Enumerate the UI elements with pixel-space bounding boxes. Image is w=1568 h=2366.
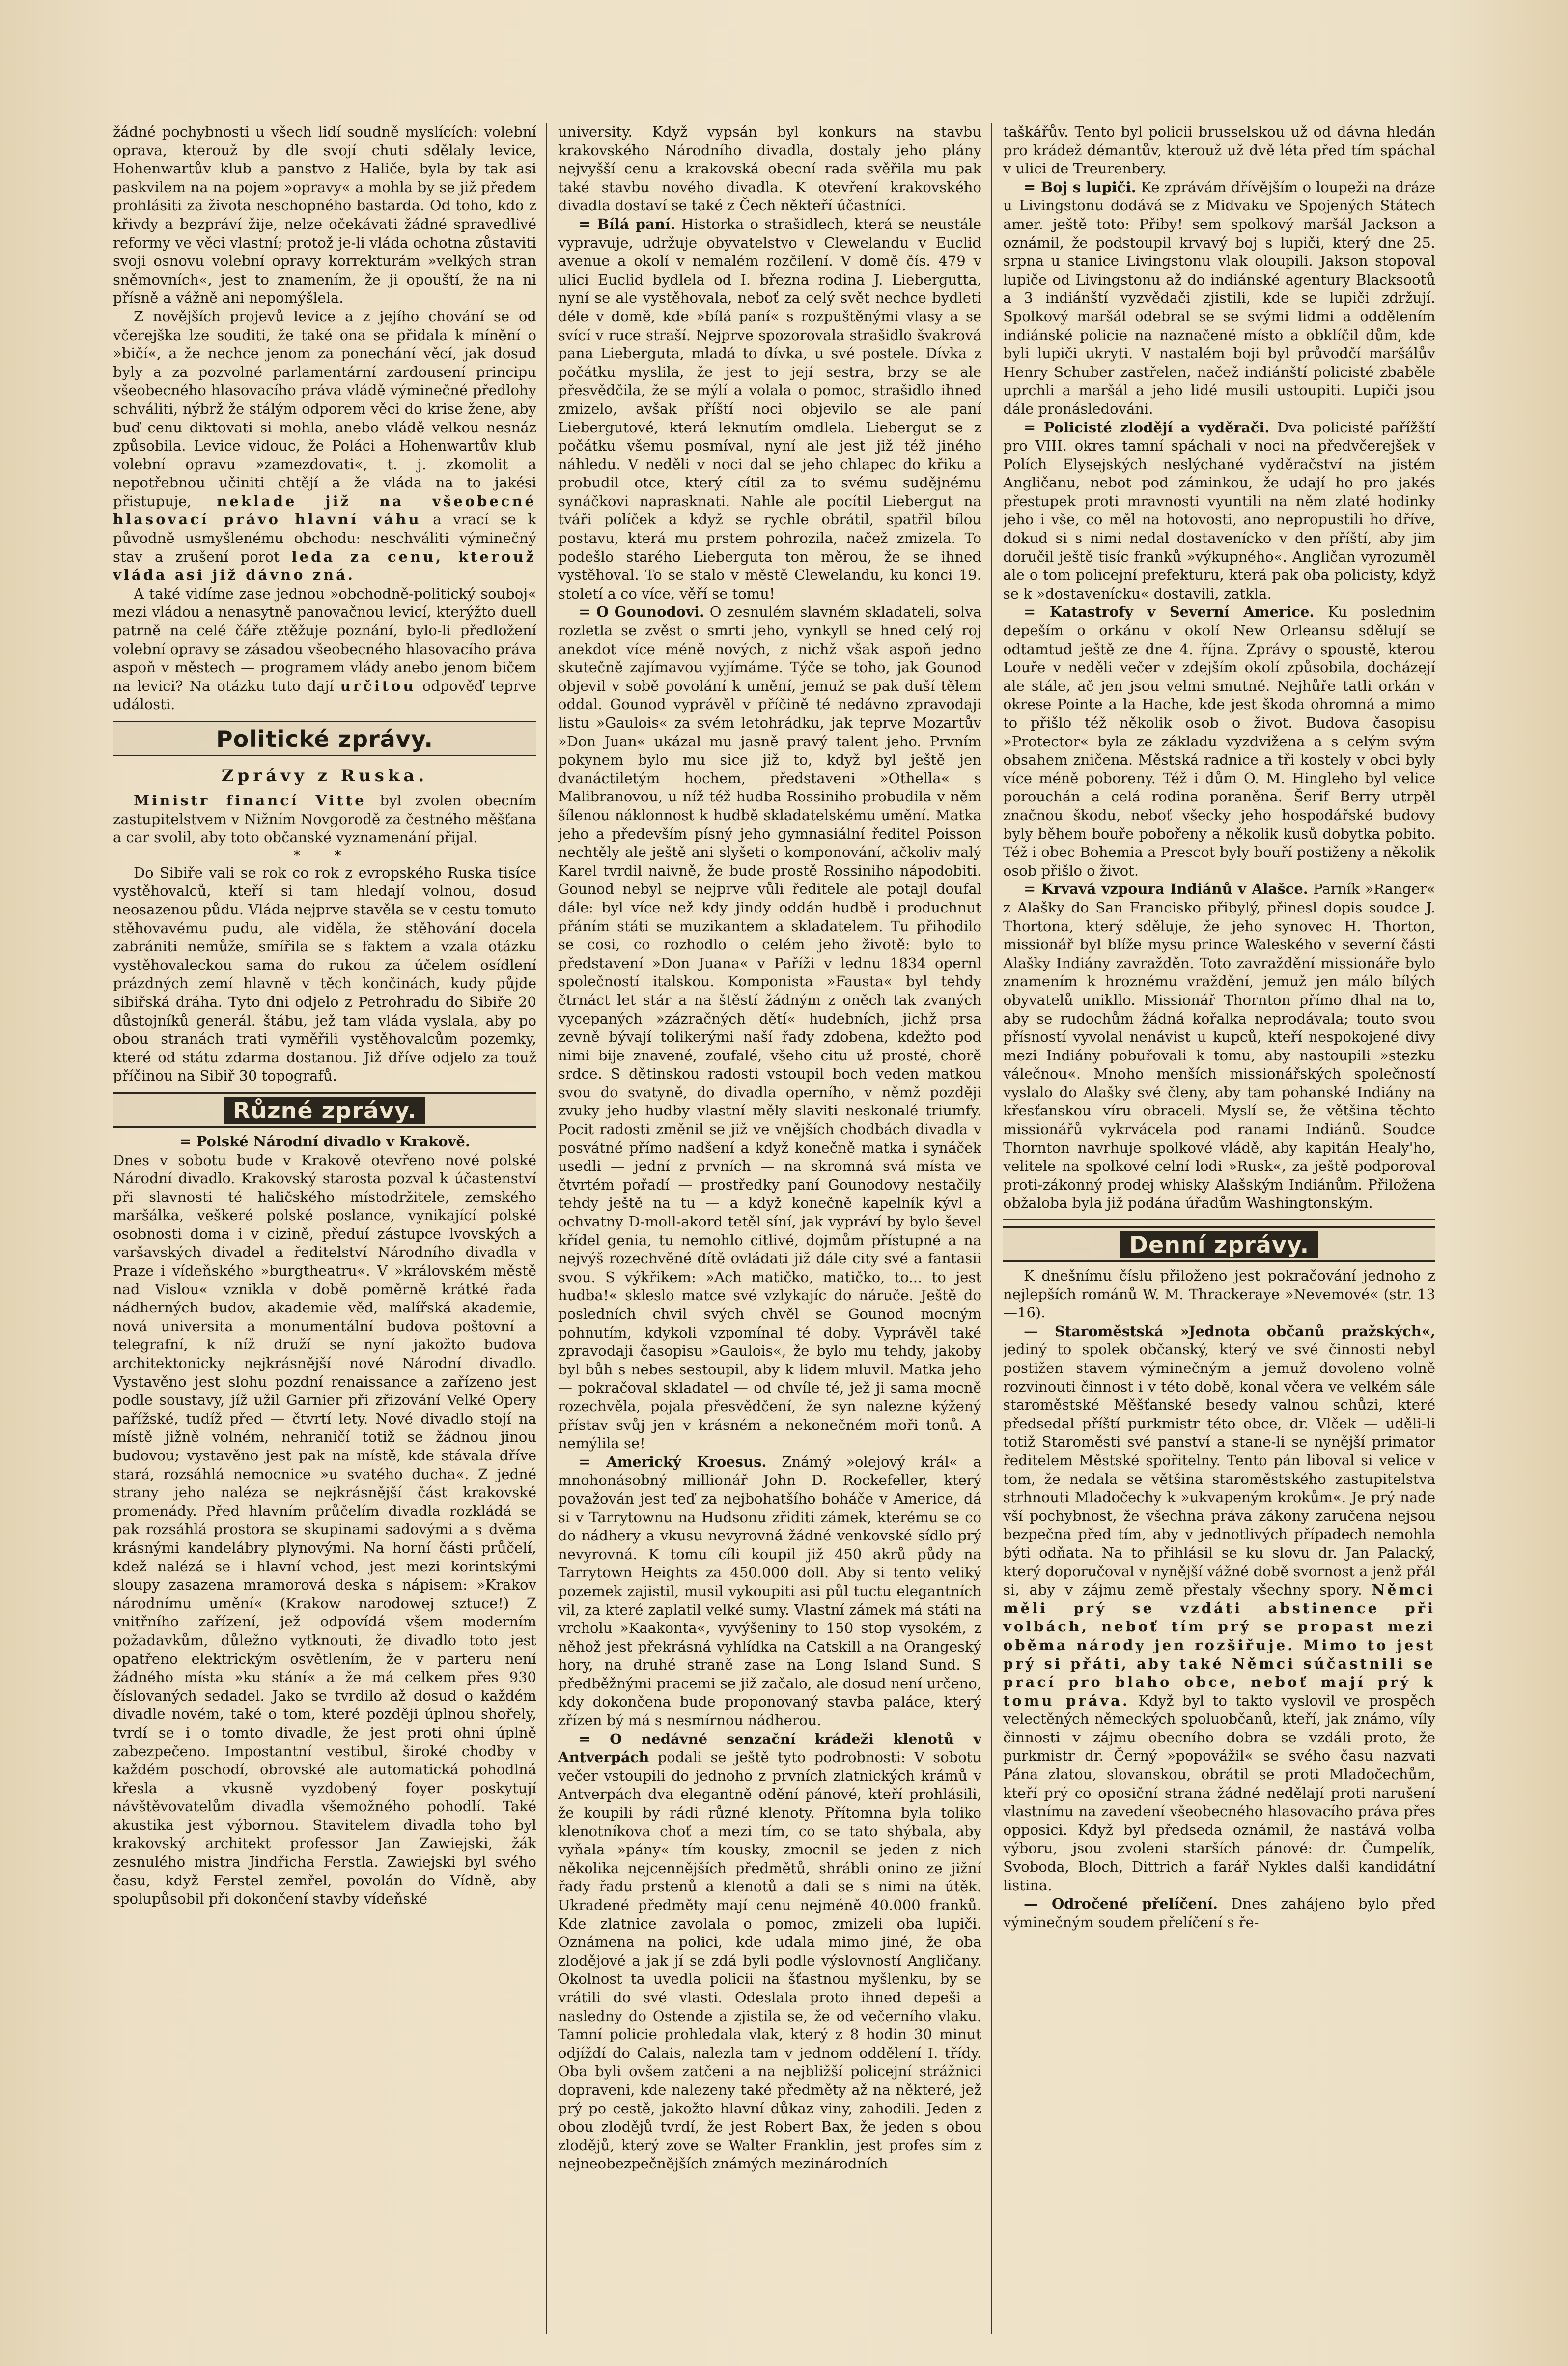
column-rule-right xyxy=(991,123,992,2334)
section-head-ruzne: Různé zprávy. xyxy=(224,1097,426,1124)
article-text: Z novějších projevů levice a z jejího chování se od včerejška lze souditi, že také ona se přidala k mínění o »bičí«, a že nechce jenom za ponechání věcí, jak dosud byly a za pozvolné parlamentární zardousení principu všeobecného hlasovacího práva vládě výminečné předlohy schváliti, nýbrž že stálým odporem věci do krise žene, aby buď cenu diktovati si mohla, anebo vládě velkou nesnáz způsobila. Levice vidouc, že Poláci a Hohenwartův klub volební opravu »zamezdovati«, t. j. zkomolit a nepotřebnou učiniti chtějí a že vláda na to jakési přistupuje, neklade již na všeobecné hlasovací právo hlavní váhu a vrací se k původně usmyšlenému obchodu: neschváliti výminečný stav a zrušení porot leda za cenu, kterouž vláda asi již dávno zná. xyxy=(113,308,536,584)
article-text: K dnešnímu číslu přiloženo jest pokračování jednoho z nejlepších románů W. M. Thrackeraye »Nevemové« (str. 13—16). xyxy=(1003,1267,1435,1321)
article-text: žádné pochybnosti u všech lidí soudně myslících: volební oprava, kterouž by dle svojí chuti sdělaly levice, Hohenwartův klub a panstvo z Haliče, byla by tak asi paskvilem na na pojem »opravy« a mohla by se již předem prohlásiti za života neschopného bastarda. Od toho, kdo z křivdy a bezpráví žije, nelze očekávati žádné spravedlivé reformy ve věci vlastní; protož je-li vláda ochotna zůstaviti svoji osnovu volební opravy korrekturám »velkých stran sněmovních«, jest to znamením, že ji opouští, že na ni přísně a vážně ani nepomýšlela. xyxy=(113,123,536,307)
section-head-denni: Denní zprávy. xyxy=(1120,1231,1318,1258)
section-header-box xyxy=(1003,1226,1435,1262)
section-head-politicke: Politické zprávy. xyxy=(216,726,434,752)
article-text: = Americký Kroesus. Známý »olejový král« a mnohonásobný millionář John D. Rockefeller, který považován jest teď za nejbohatšího boháče v Americe, dá si v Tarrytownu na Hudsonu zřiditi zámek, kterému se co do nádhery a vkusu nevyrovná žádné venkovské sídlo prý nevyrovná. K tomu cíli koupil již 450 akrů půdy na Tarrytown Heights za 450.000 doll. Aby si tento veliký pozemek zajistil, musil vykoupiti asi půl tuctu elegantních vil, za které zaplatil velké sumy. Vlastní zámek má státi na vrcholu »Kaakonta«, vyvýšeniny to 150 stop vysokém, z něhož jest překrásná vyhlídka na Catskill a na Orangeský hory, na druhé straně zase na Long Island Sund. S předběžnými pracemi se již začalo, ale dosud není určeno, kdy dokončena bude proponovaný stavba paláce, který zřízen bý má s nesmírnou nádherou. xyxy=(558,1453,981,1729)
column-3 xyxy=(1003,123,1435,2334)
section-separator xyxy=(1003,1219,1435,1220)
article-text: = Boj s lupiči. Ke zprávám dřívějším o loupeži na dráze u Livingstonu dodává se z Midvaku ve Spojených Státech amer. ještě toto: Přiby! sem spolkový maršál Jackson a oznámil, že podstoupil krvavý boj s lupiči, který dne 25. srpna u stanice Livingstonu vlak oloupili. Jakson stopoval lupiče od Livingstonu až do indiánské agentury Blacksootů a 3 indiánští vyzvědači zjistili, kde se lupiči zdržují. Spolkový maršál odebral se se svými lidmi a oddělením indiánské policie na naznačené místo a obklíčil dům, kde byli lupiči ukryti. V nastalém boji byl průvodčí maršálův Henry Schuber zastřelen, načež indiánští policisté zbaběle uprchli a maršál a jeho lidé musili ustoupiti. Lupiči jsou dále pronásledováni. xyxy=(1003,178,1435,417)
article-text: = Krvavá vzpoura Indiánů v Alašce. Parník »Ranger« z Alašky do San Francisko přibylý, přinesl dopis soudce J. Thortona, který sděluje, že jeho synovec H. Thorton, missionář byl blíže mysu prince Waleského v severní části Alašky Indiány zavražděn. Toto zavraždění missionáře bylo znamením k hroznému vraždění, jemuž jen málo bílých obyvatelů unikllo. Missionář Thornton přímo dhal na to, aby se rudochům žádná kořalka neprodávala; touto svou přísností vyvolal nenávist u kupců, kteří nespokojené divy mezi Indiány pobuřovali k tomu, aby nastoupili »stezku válečnou«. Mnoho menších missionářských společností vyslalo do Alašky své členy, aby tam pohanské Indiány na křesťanskou víru obraceli. Myslí se, že většina těchto missionářů vykrvácela pod ranami Indiánů. Soudce Thornton navrhuje spolkové vládě, aby kapitán Healy'ho, velitele na spolkové celní lodi »Rusk«, za ještě podporoval proti-zákonný prodej whisky Alašským Indiánům. Přiložena obžaloba byla již podána úřadům Washingtonským. xyxy=(1003,881,1435,1212)
article-text: Dnes v sobotu bude v Krakově otevřeno nové polské Národní divadlo. Krakovský starosta pozval k účastenství při slavnosti té haličského místodržitele, zemského maršálka, veškeré polské poslance, vynikající polské osobnosti doma i v cizině, předuí zástupce lvovských a varšavských divadel a ředitelství Národního divadla v Praze i vídeňského »burgtheatru«. V »královském městě nad Vislou« vznikla v době poměrně krátké řada nádherných budov, akademie věd, malířská akademie, nová universita a monumentální budova poštovní a telegrafní, k níž druží se nyní jakožto budova architektonicky nejkrásnější nové Národní divadlo. Vystavěno jest slohu pozdní renaissance a zařízeno jest podle soustavy, jíž užil Garnier při zřizování Velké Opery pařížské, tudíž před — čtvrtí lety. Nové divadlo stojí na místě jižně volném, nehraničí totiž se žádnou jinou budovou; vystavěno jest pak na místě, kde stávala dříve stará, rozsáhlá nemocnice »u svatého ducha«. Z jedné strany jeho naléza se nejkrásnější část krakovské promenády. Před hlavním průčelím divadla rozkládá se pak rozsáhlá prostora se skupinami sadovými a s dvěma krásnými kandelábry plynovými. Na horní části průčelí, kdež nalézá se i hlavní vchod, jest mezi korintskými sloupy zasazena mramorová deska s nápisem: »Krakov národnímu umění« (Krakow narodowej sztuce!) Z vnitřního zařízení, jež odpovídá všem moderním požadavkům, důležno vytknouti, že divadlo toto jest opatřeno elektrickým osvětlením, že v parteru není žádného místa »ku stání« a že má celkem přes 930 číslovaných sedadel. Jako se tvrdilo až dosud o každém divadle novém, také o tom, které později úplnou shořely, tvrdí se i o tomto divadle, že jest proti ohni úplně zabezpečeno. Impostantní vestibul, široké chodby v každém poschodí, obrovské ale automatická pohodlná křesla a vkusně vyzdobený foyer poskytují návštěvovatelům divadla všemožného pohodlí. Také akustika jest výbornou. Stavitelem divadla toho byl krakovský architekt professor Jan Zawiejski, žák zesnulého mistra Jindřicha Ferstla. Zawiejski byl svého času, když Ferstel zemřel, povolán do Vídně, aby spolupůsobil při dokončení stavby vídeňské xyxy=(113,1151,536,1908)
article-text: taškářův. Tento byl policii brusselskou už od dávna hledán pro krádež démantův, kterouž už dvě léta před tím spáchal v ulici de Treurenbery. xyxy=(1003,123,1435,177)
article-text: Do Sibiře vali se rok co rok z evropského Ruska tisíce vystěhovalců, kteří si tam hledají volnou, dosud neosazenou půdu. Vláda nejprve stavěla se v cestu tomuto stěhovavému pudu, ale viděla, že stěhování docela zabrániti nemůže, smířila se s faktem a vzala otázku vystěhovaleckou sama do rukou za účelem osídlení prázdných zemí hlavně v těch končinách, kudy půjde sibiřská dráha. Tyto dni odjelo z Petrohradu do Sibiře 20 důstojníků generál. štábu, jež tam vláda vyslala, aby po obou stranách trati vyměřili vystěhovalcům pozemky, které od státu zdarma dostanou. Již dříve odjelo za touž příčinou na Sibiř 30 topografů. xyxy=(113,864,536,1084)
article-text: university. Když vypsán byl konkurs na stavbu krakovského Národního divadla, dostaly jeho plány nejvyšší cenu a krakovská obecní rada svěřila mu pak také stavbu nového divadla. K otevření krakovského divadla dostaví se také z Čech někteří účastníci. xyxy=(558,123,981,214)
article-text: Ministr financí Vitte byl zvolen obecním zastupitelstvem v Nižním Novgorodě za čestného měšťana a car svolil, aby toto občanské vyznamenání přijal. xyxy=(113,792,536,846)
article-text: = Katastrofy v Severní Americe. Ku poslednim depeším o orkánu v okolí New Orleansu sdělují se odtamtud ještě ze dne 4. října. Zprávy o spoustě, kterou Louře v neděli večer v zdejším okolí způsobila, docházejí ale stále, ač jen jsou velmi smutné. Nejhůře tatli orkán v okrese Pointe a la Hache, kde jest škoda ohromná a mimo to přišlo též několik osob o život. Budova časopisu »Protector« byla ze základu vyzdvižena a s celým svým obsahem zničena. Městská radnice a tři kostely v obci byly více méně poboreny. Též i dům O. M. Hingleho byl velice porouchán a celá rodina poraněna. Šerif Berry utrpěl značnou škodu, neboť všecky jeho hospodářské budovy byly během bouře pobořeny a několik kusů dobytka pobito. Též i obec Bohemia a Prescot byly bouří postiženy a několik osob přišlo o život. xyxy=(1003,603,1435,879)
article-text: — Odročené přelíčení. Dnes zahájeno bylo před výminečným soudem přelíčení s ře- xyxy=(1003,1895,1435,1931)
section-header-box xyxy=(113,1092,536,1128)
article-text: = O Gounodovi. O zesnulém slavném skladateli, solva rozletla se zvěst o smrti jeho, vynkyll se hned celý roj anekdot více méně nových, z nichž však aspoň jedno skutečně zajímavou vyjímáme. Týče se toho, jak Gounod objevil v sobě povolání k umění, jemuž se pak duší tělem oddal. Gounod vyprávěl v příčině té nedávno zpravodaji listu »Gaulois« za svém letohrádku, jak teprve Mozartův »Don Juan« ukázal mu jasně pravý talent jeho. Prvním pokynem bylo mu sice již to, když byl ještě jen dvanáctiletým hochem, představeni »Othella« s Malibranovou, u níž též hudba Rossiniho probudila v něm šílenou náklonnost k hudbě skladatelskému umění. Matka jeho a především písný jeho gymnasiální ředitel Poisson nechtěly ale ještě ani slyšeti o komponování, ačkoliv malý Karel tvrdil naivně, že bude prostě Rossiniho nápodobiti. Gounod nebyl se nejprve vůli ředitele ale potajl doufal dále: byl více než kdy jindy oddán hudbě i produchnut přáním státi se muzikantem a skladatelem. Tu přihodilo se cosi, co rozhodlo o celém jeho životě: bylo to představení »Don Juana« v Paříži v lednu 1834 opernl společností italskou. Komponista »Fausta« byl tehdy čtrnáct let stár a na štěstí žádným z oněch tak zvaných vycepaných »zázračných dětí« hudebních, jichž prsa zevně bývají tolikerými naší řady zdobena, kdežto pod nimi bije znavené, zoufalé, všeho citu už prosté, chorě srdce. S dětinskou radosti vstoupil boch veden matkou svou do svatyně, do divadla operního, v němž později zvuky jeho hudby vlastní měly slaviti neskonalé triumfy. Pocit radosti změnil se již ve vnějších chodbách divadla v posvátné přímo nadšení a když konečně matka i synáček usedli — jední z prvních — na skromná svá místa ve čtvrtém pořadí — prostředky paní Gounodovy nestačily tehdy ještě na tu — a když konečně kapelník kývl a ochvatny D-moll-akord tetěl síní, jak vypráví by bylo ševel křídel genia, tu nemohlo citlivé, dojmům přístupné a na nejvýš rozechvěné dítě ovládati již dále city své a fantasii svou. S výkřikem: »Ach matičko, matičko, to... to jest hudba!« skleslo matce své vzlykajíc do náruče. Ještě do posledních chvil svých chvěl se Gounod mocným pohnutím, kdykoli vzpomínal té doby. Vyprávěl také zpravodaji časopisu »Gaulois«, že bylo mu tehdy, jakoby byl bůh s nebes sestoupil, aby k lidem mluvil. Matka jeho — pokračoval skladatel — od chvíle té, jež ji sama mocně rozechvěla, pojala přesvědčení, že syn nalezne kýžený přístav svůj jen v krásném a nekonečném moři tonů. A nemýlila se! xyxy=(558,603,981,1452)
column-rule-left xyxy=(546,123,547,2334)
article-text: = Bílá paní. Historka o strašidlech, která se neustále vypravuje, udržuje obyvatelstvo v Clewelandu v Euclid avenue a okolí v nemalém rozčilení. V domě čís. 479 v ulici Euclid bydlela od I. března rodina J. Liebergutta, nyní se ale vystěhovala, neboť za celý svět nechce bydleti déle v domě, kde »bílá paní« s rozpuštěnými vlasy a se svící v ruce straší. Nejprve spozorovala strašidlo švakrová pana Lieberguta, mladá to dívka, u své postele. Dívka z počátku myslila, že jest to její sestra, brzy se ale přesvědčila, že se mýlí a volala o pomoc, strašidlo ihned zmizelo, avšak příští noci objevilo se ale paní Liebergutové, která leknutím omdlela. Liebergut se z počátku všemu posmíval, nyní ale jest již též jiného náhledu. V neděli v noci dal se jeho chlapec do křiku a probudil otce, který cítil za to svému sudějnému synáčkovi naprasknati. Nahle ale pocítil Liebergut na tváři políček a když se rychle obrátil, spatřil bílou postavu, která mu prstem pohrozila, načež zmizela. To podešlo starého Lieberguta ton měrou, že se ihned vystěhoval. To se stalo v městě Clewelandu, ku konci 19. století a co více, věří se tomu! xyxy=(558,215,981,602)
column-2 xyxy=(558,123,981,2334)
item-head: = Polské Národní divadlo v Krakově. xyxy=(179,1133,470,1150)
article-text: A také vidíme zase jednou »obchodně-politický souboj« mezi vládou a nenasytně panovačnou levicí, kterýžto duell patrně na celé čáře ztěžuje poznání, bylo-li předložení volební opravy se zásadou všeobecného hlasovacího práva aspoň v městech — programem vlády anebo jenom bičem na levici? Na otázku tuto dají určitou odpověď teprve události. xyxy=(113,585,536,713)
subsection-head-ruska: Zprávy z Ruska. xyxy=(221,766,428,786)
section-header-box xyxy=(113,721,536,756)
separator-stars: * * xyxy=(293,847,356,863)
article-text: = Policisté zlodějí a vyděrači. Dva policisté pařížští pro VIII. okres tamní spáchali v noci na předvčerejšek v Polích Elysejských neslýchané vyděračství na jistém Angličanu, nebot pod záminkou, že udají ho pro jakés přestupek proti mravnosti vyuntili na něm zlaté hodinky jeho i vše, co měl na hotovosti, ano nepropustili ho dříve, dokud si s nimi nedal dostavenícko v den příští, aby jim doručil ještě tisíc franků »výkupného«. Angličan vyrozuměl ale o tom policejní prefekturu, která pak oba policisty, když se k »dostavenícku« dostavili, zatkla. xyxy=(1003,419,1435,602)
article-text: = O nedávné senzační krádeži klenotů v Antverpách podali se ještě tyto podrobnosti: V sobotu večer vstoupili do jednoho z prvních zlatnických krámů v Antverpách dva elegantně odění pánové, kteří prohlásili, že koupili by rádi různé klenoty. Přítomna byla toliko klenotníkova choť a mezi tím, co se tato shýbala, aby vyňala »pány« tím kousky, zmocnil se jeden z nich několika nejcennějších předmětů, shrábli onino ze jižní řady řadu prstenů a klenotů a dali se s nimi na útěk. Ukradené předměty mají cenu nejméně 40.000 franků. Kde zlatnice zavolala o pomoc, zmizeli oba lupiči. Oznámena na polici, kde udala mimo jiné, že oba zlodějové a jak jí se zdá byli podle výslovností Angličany. Okolnost ta uvedla policii na šťastnou myšlenku, by se vrátili do své vlasti. Odeslala proto ihned depeši a nasledny do Ostende a zjistila se, že od večerního vlaku. Tamní policie prohledala vlak, který z 8 hodin 30 minut odjíždí do Calais, nalezla tam v jednom oddělení I. třídy. Oba byli ovšem zatčeni a na nejbližší policejní strážnici dopraveni, kde nalezeny také předměty až na některé, jež prý po cestě, jakožto hlavní důkaz viny, zahodili. Jeden z obou zlodějů tvrdí, že jest Robert Bax, že jeden s obou zlodějů, který zove se Walter Franklin, jest profes sím z nejneobezpečnějších známých mezinárodních xyxy=(558,1730,981,2172)
column-1 xyxy=(113,123,536,2334)
article-text: — Staroměstská »Jednota občanů pražských«, jediný to spolek občanský, který ve své činnosti nebyl postižen stavem výminečným a jemuž dovoleno volně rozvinouti činnost i v této době, konal včera ve velkém sále staroměstské Měšťanské besedy valnou schůzi, které předsedal příští purkmistr této obce, dr. Vlček — uděli-li totiž Staroměsti své panství a stane-li se nynější primator ředitelem Městské spořitelny. Tento pán liboval si velice v tom, že nedala se většina staroměstského zastupitelstva strhnouti Mladočechy k »ukvapeným krokům«. Je prý nade vší pochybnost, že všechna práva zákony zaručena nejsou bezpečna před tím, aby v jednotlivých případech nemohla býti odňata. Na to přihlásil se ku slovu dr. Jan Palacký, který doporučoval v nynější vážné době svornost a jenž přál si, aby v zájmu země přestaly všechny spory. Němci měli prý se vzdáti abstinence při volbách, neboť tím prý se propast mezi oběma národy jen rozšiřuje. Mimo to jest prý si přáti, aby také Němci súčastnili se prací pro blaho obce, neboť mají prý k tomu práva. Když byl to takto vyslovil ve prospěch velectěných německých spoluobčanů, kteří, jak známo, víly činnosti v zájmu obecního dobra se vzdáli proto, že purkmistr dr. Černý »popovážil« se svého času nazvati Pána zlatou, slovanskou, obrátil se proti Mladočechům, kteří prý co oposiční strana žádné nedělají proti narušení vlastnímu na zavedení všeobecného hlasovacího práva přes opposici. Když byl předseda oznámil, že nastává volba výboru, jsou zvoleni starších pánové: dr. Čumpelík, Svoboda, Bloch, Dittrich a farář Nykles dalši kandidátní listina. xyxy=(1003,1322,1435,1894)
